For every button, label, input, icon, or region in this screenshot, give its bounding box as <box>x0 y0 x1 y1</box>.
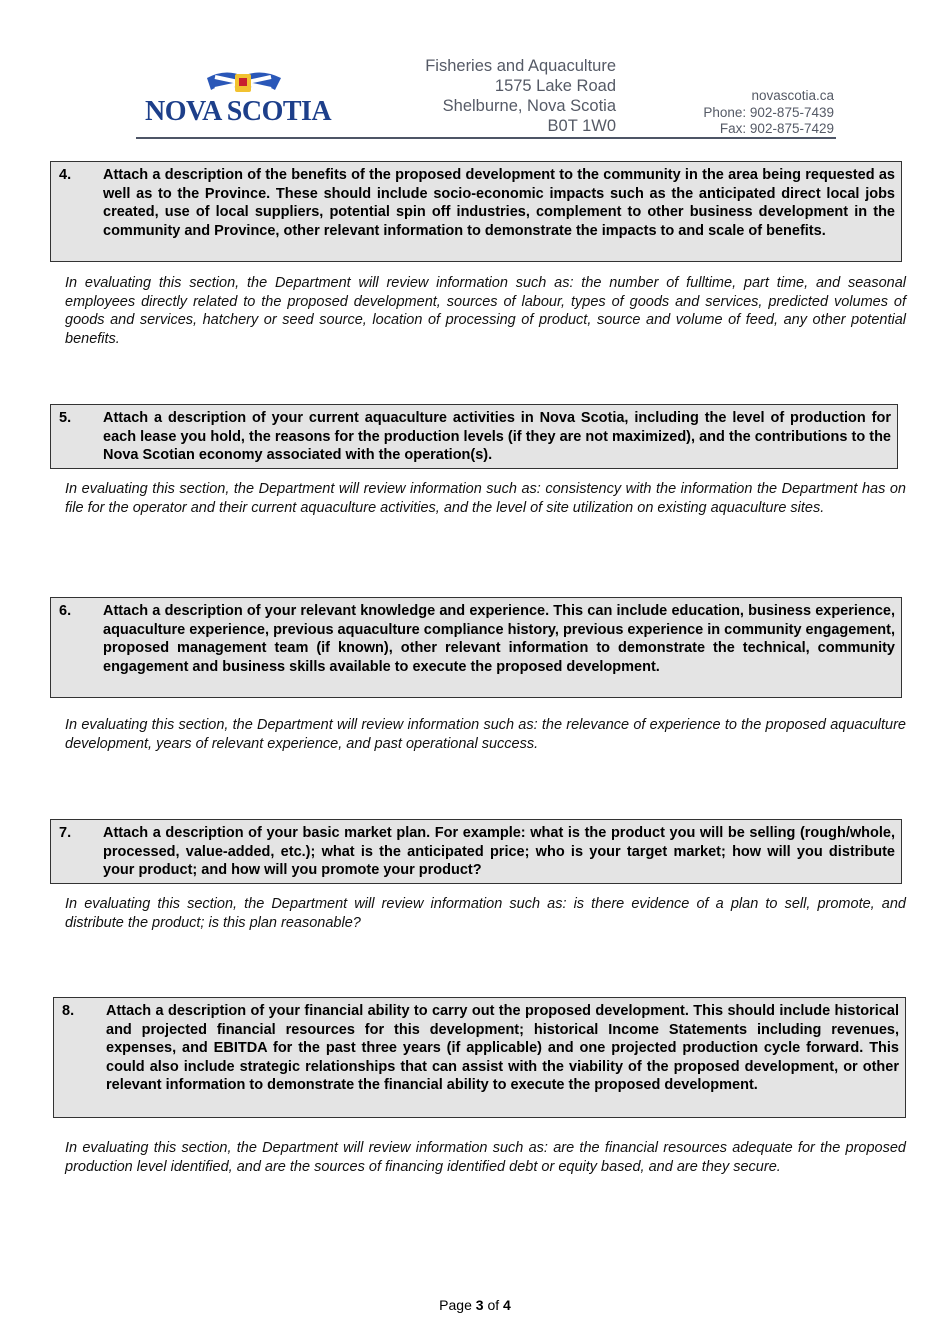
phone-number: Phone: 902-875-7439 <box>703 104 834 120</box>
website-link[interactable]: novascotia.ca <box>751 88 834 103</box>
section-5-question-box <box>50 404 898 469</box>
section-question: Attach a description of the benefits of the proposed development to the community in the area being requested as well as to the Province. These should include socio-economic impacts such as the anticipated direct local jobs created, use of local suppliers, potential spin off industries, complement to other business development in the community and Province, other relevant information to demonstrate the impacts to and scale of benefits. <box>103 167 895 239</box>
contact-info <box>703 88 834 138</box>
section-question: Attach a description of your financial ability to carry out the proposed development. This should include historical and projected financial resources for this development; historical Income Statements including revenues, expenses, and EBITDA for the past three years (if applicable) and one projected production cycle forward. This could also include strategic relationships that can assist with the viability of the proposed development, or other relevant information to demonstrate the financial ability to execute the proposed development. <box>106 1003 899 1093</box>
section-number: 4. <box>59 167 72 183</box>
fax-number: Fax: 902-875-7429 <box>719 121 834 136</box>
logo-wordmark: NOVA SCOTIA <box>145 96 332 127</box>
page-total: 4 <box>503 1297 511 1313</box>
section-4-evaluation: In evaluating this section, the Department will review information such as: the number of fulltime, part time, and seasonal employees directly related to the proposed development, sources of labour, types of goods and services, predicted volumes of goods and services, hatchery or seed source, location of processing of product, source and volume of feed, any other potential benefits. <box>65 275 906 347</box>
nova-scotia-logo <box>145 68 345 128</box>
postal-code: B0T 1W0 <box>547 117 616 135</box>
header-divider <box>136 137 836 139</box>
page-current: 3 <box>475 1297 484 1313</box>
section-number: 8. <box>62 1003 75 1019</box>
section-7-evaluation: In evaluating this section, the Department will review information such as: is there evidence of a plan to sell, promote, and distribute the product; is this plan reasonable? <box>65 896 906 931</box>
section-8-question-box <box>53 997 906 1118</box>
page-number <box>0 1297 950 1313</box>
section-number: 6. <box>59 603 72 619</box>
section-number: 5. <box>59 410 72 426</box>
city-province: Shelburne, Nova Scotia <box>442 97 616 115</box>
section-4-question-box <box>50 161 902 262</box>
page-label: Page <box>439 1297 472 1313</box>
section-6-question-box <box>50 597 902 698</box>
department-name: Fisheries and Aquaculture <box>425 57 616 75</box>
section-7-question-box <box>50 819 902 884</box>
section-question: Attach a description of your basic market plan. For example: what is the product you will be selling (rough/whole, processed, value-added, etc.); what is the anticipated price; who is your target market; how will you distribute your product; and how will you promote your product? <box>103 825 895 878</box>
section-question: Attach a description of your relevant knowledge and experience. This can include education, business experience, aquaculture experience, previous aquaculture compliance history, previous experience in community engagement, proposed management team (if known), other relevant information to demonstrate the technical, community engagement and business skills available to execute the proposed development. <box>103 603 895 675</box>
section-question: Attach a description of your current aquaculture activities in Nova Scotia, including the level of production for each lease you hold, the reasons for the production levels (if they are not maximized), and the contributions to the Nova Scotian economy associated with the operation(s). <box>103 410 891 463</box>
page-of: of <box>487 1297 500 1313</box>
section-5-evaluation: In evaluating this section, the Department will review information such as: consistency with the information the Department has on file for the operator and their current aquaculture activities, and the level of site utilization on existing aquaculture sites. <box>65 481 906 516</box>
street-address: 1575 Lake Road <box>494 77 616 95</box>
section-6-evaluation: In evaluating this section, the Department will review information such as: the relevance of experience to the proposed aquaculture development, years of relevant experience, and past operational success. <box>65 717 906 752</box>
department-address <box>425 56 616 136</box>
section-number: 7. <box>59 825 72 841</box>
section-8-evaluation: In evaluating this section, the Department will review information such as: are the financial resources adequate for the proposed production level identified, and are the sources of financing identified debt or equity based, and are they secure. <box>65 1140 906 1175</box>
